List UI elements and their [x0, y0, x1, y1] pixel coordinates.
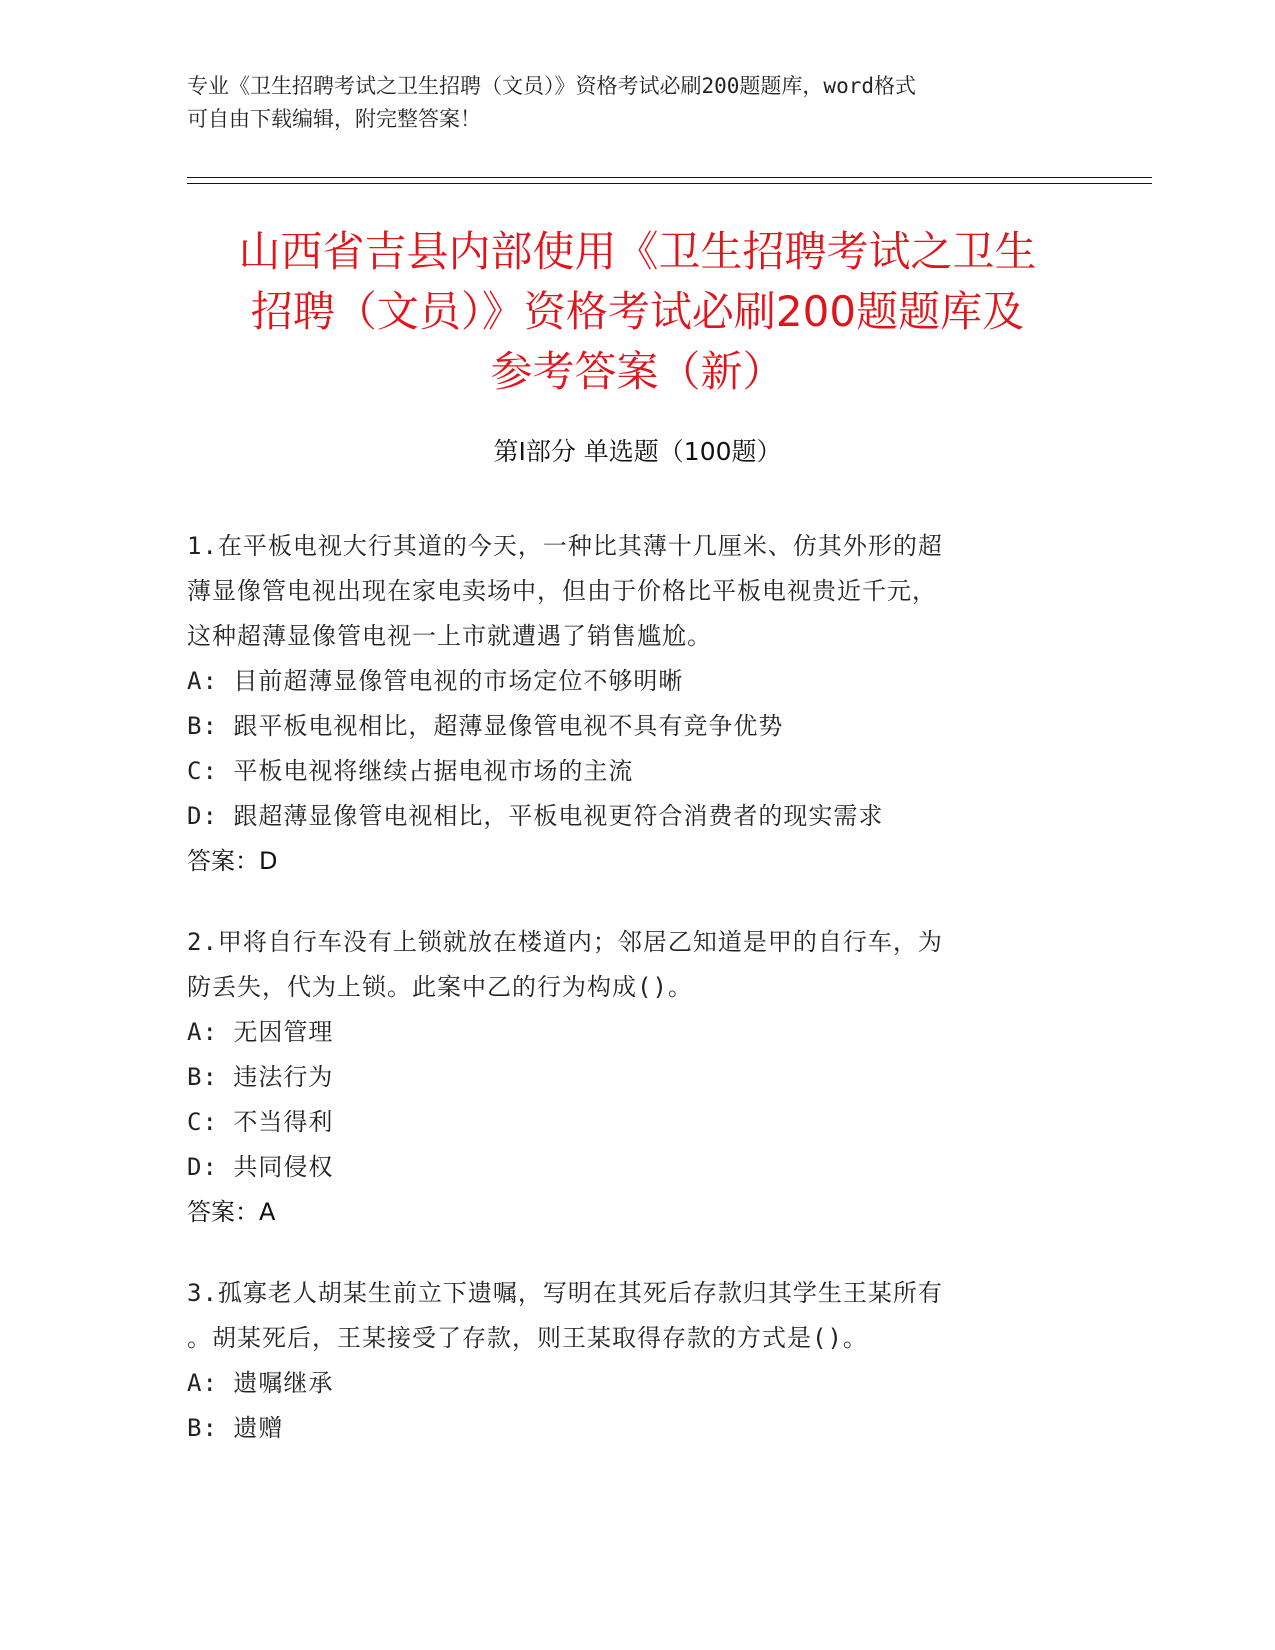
title-line: 招聘（文员）》资格考试必刷200题题库及: [250, 287, 1025, 336]
header-note: [187, 70, 1067, 136]
option-c: C: 平板电视将继续占据电视市场的主流: [187, 757, 634, 785]
question-2: [187, 920, 1087, 1235]
document-title: [150, 222, 1125, 402]
answer: 答案：D: [187, 847, 278, 875]
question-text: 1.在平板电视大行其道的今天，一种比其薄十几厘米、仿其外形的超: [187, 532, 943, 560]
question-text: 防丢失，代为上锁。此案中乙的行为构成()。: [187, 973, 693, 1001]
question-text: 2.甲将自行车没有上锁就放在楼道内；邻居乙知道是甲的自行车，为: [187, 928, 943, 956]
option-d: D: 共同侵权: [187, 1153, 334, 1181]
option-b: B: 违法行为: [187, 1063, 334, 1091]
question-text: 薄显像管电视出现在家电卖场中，但由于价格比平板电视贵近千元，: [187, 577, 937, 605]
title-line: 山西省吉县内部使用《卫生招聘考试之卫生: [238, 227, 1037, 276]
header-divider: [187, 183, 1152, 184]
section-title: 第I部分 单选题（100题）: [493, 437, 782, 466]
header-note-line: 可自由下载编辑，附完整答案！: [187, 107, 481, 131]
option-b: B: 跟平板电视相比，超薄显像管电视不具有竞争优势: [187, 712, 784, 740]
question-text: 3.孤寡老人胡某生前立下遗嘱，写明在其死后存款归其学生王某所有: [187, 1279, 943, 1307]
title-line: 参考答案（新）: [490, 347, 785, 396]
option-a: A: 遗嘱继承: [187, 1369, 334, 1397]
question-3: [187, 1271, 1087, 1451]
option-d: D: 跟超薄显像管电视相比，平板电视更符合消费者的现实需求: [187, 802, 884, 830]
option-b: B: 遗赠: [187, 1414, 284, 1442]
answer: 答案：A: [187, 1198, 276, 1226]
header-divider: [187, 177, 1152, 178]
header-note-line: 专业《卫生招聘考试之卫生招聘（文员）》资格考试必刷200题题库，word格式: [187, 74, 916, 98]
question-text: 这种超薄显像管电视一上市就遭遇了销售尴尬。: [187, 622, 712, 650]
option-a: A: 目前超薄显像管电视的市场定位不够明晰: [187, 667, 684, 695]
question-list: [187, 524, 1087, 1487]
option-c: C: 不当得利: [187, 1108, 334, 1136]
question-1: [187, 524, 1087, 884]
option-a: A: 无因管理: [187, 1018, 334, 1046]
question-text: 。胡某死后，王某接受了存款，则王某取得存款的方式是()。: [187, 1324, 868, 1352]
